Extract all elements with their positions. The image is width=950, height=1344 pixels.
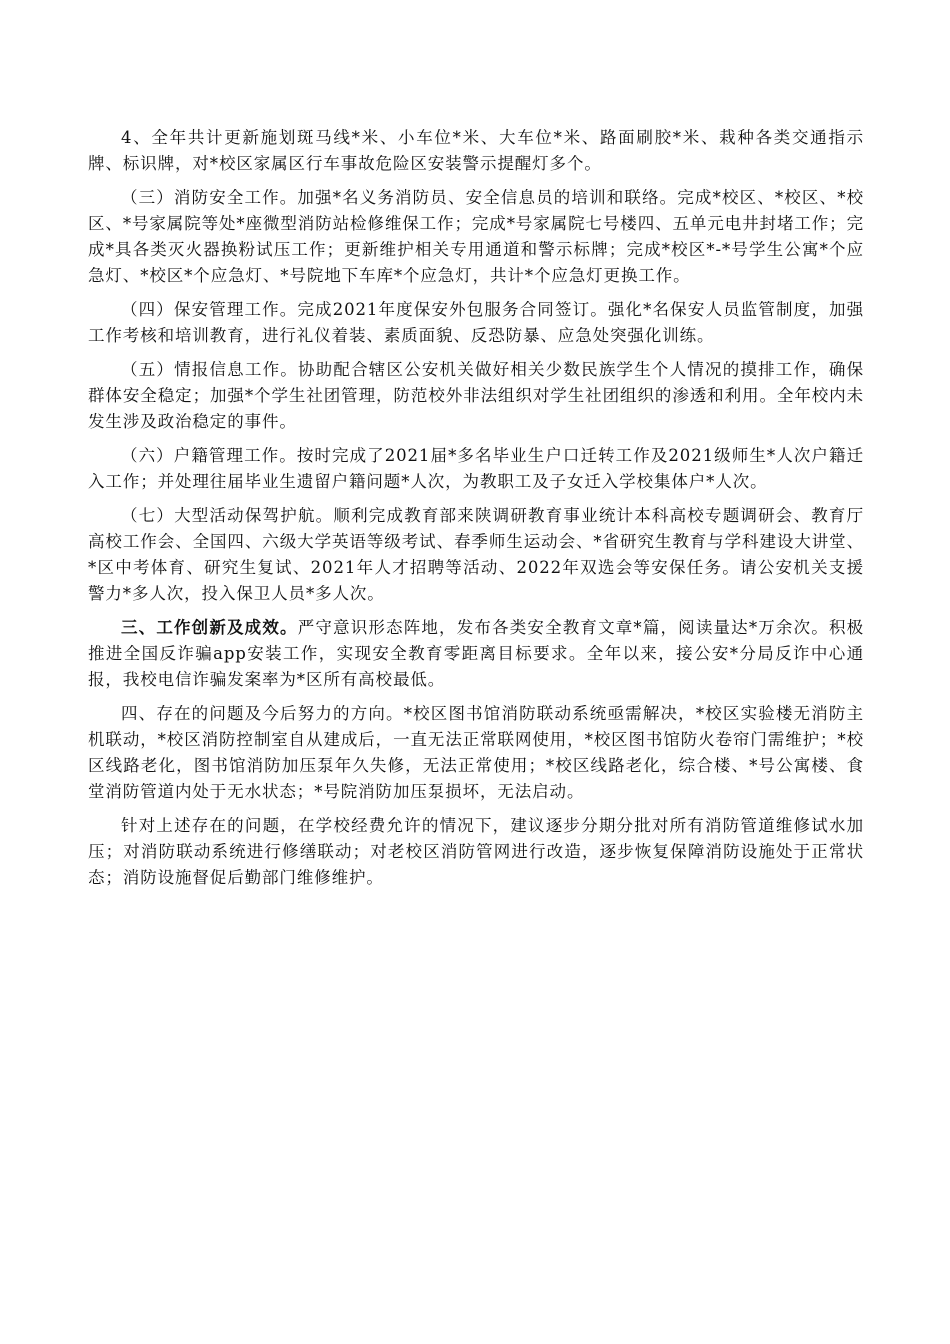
paragraph-suggestions bbox=[88, 813, 864, 891]
section-heading: 三、工作创新及成效。 bbox=[121, 618, 298, 637]
document-body bbox=[88, 125, 864, 891]
paragraph-event-security bbox=[88, 503, 864, 607]
paragraph-traffic-markings bbox=[88, 125, 864, 177]
paragraph-text: 严守意识形态阵地，发布各类安全教育文章*篇，阅读量达*万余次。积极推进全国反诈骗app安装工作，实现安全教育零距离目标要求。全年以来，接公安*分局反诈中心通报，我校电信诈骗发案率为*区所有高校最低。 bbox=[88, 618, 865, 689]
paragraph-text: 4、全年共计更新施划斑马线*米、小车位*米、大车位*米、路面刷胶*米、栽种各类交通指示牌、标识牌，对*校区家属区行车事故危险区安装警示提醒灯多个。 bbox=[88, 128, 864, 173]
paragraph-text: （三）消防安全工作。加强*名义务消防员、安全信息员的培训和联络。完成*校区、*校区、*校区、*号家属院等处*座微型消防站检修维保工作；完成*号家属院七号楼四、五单元电井封堵工作；完成*具各类灭火器换粉试压工作；更新维护相关专用通道和警示标牌；完成*校区*-*号学生公寓*个应急灯、*校区*个应急灯、*号院地下车库*个应急灯，共计*个应急灯更换工作。 bbox=[88, 188, 864, 285]
paragraph-text: （五）情报信息工作。协助配合辖区公安机关做好相关少数民族学生个人情况的摸排工作，确保群体安全稳定；加强*个学生社团管理，防范校外非法组织对学生社团组织的渗透和利用。全年校内未发生涉及政治稳定的事件。 bbox=[88, 360, 864, 431]
paragraph-innovation bbox=[88, 615, 864, 693]
paragraph-problems bbox=[88, 701, 864, 805]
paragraph-household-registration bbox=[88, 443, 864, 495]
paragraph-security-guard bbox=[88, 297, 864, 349]
paragraph-text: 四、存在的问题及今后努力的方向。*校区图书馆消防联动系统亟需解决，*校区实验楼无消防主机联动，*校区消防控制室自从建成后，一直无法正常联网使用，*校区图书馆防火卷帘门需维护；*校区线路老化，图书馆消防加压泵年久失修，无法正常使用；*校区线路老化，综合楼、*号公寓楼、食堂消防管道内处于无水状态；*号院消防加压泵损坏，无法启动。 bbox=[88, 704, 864, 801]
paragraph-text: （七）大型活动保驾护航。顺利完成教育部来陕调研教育事业统计本科高校专题调研会、教育厅高校工作会、全国四、六级大学英语等级考试、春季师生运动会、*省研究生教育与学科建设大讲堂、*区中考体育、研究生复试、2021年人才招聘等活动、2022年双选会等安保任务。请公安机关支援警力*多人次，投入保卫人员*多人次。 bbox=[88, 506, 864, 603]
paragraph-text: （四）保安管理工作。完成2021年度保安外包服务合同签订。强化*名保安人员监管制度，加强工作考核和培训教育，进行礼仪着装、素质面貌、反恐防暴、应急处突强化训练。 bbox=[88, 300, 864, 345]
paragraph-text: 针对上述存在的问题，在学校经费允许的情况下，建议逐步分期分批对所有消防管道维修试水加压；对消防联动系统进行修缮联动；对老校区消防管网进行改造，逐步恢复保障消防设施处于正常状态；消防设施督促后勤部门维修维护。 bbox=[88, 816, 864, 887]
paragraph-fire-safety bbox=[88, 185, 864, 289]
paragraph-text: （六）户籍管理工作。按时完成了2021届*多名毕业生户口迁转工作及2021级师生*人次户籍迁入工作；并处理往届毕业生遗留户籍问题*人次，为教职工及子女迁入学校集体户*人次。 bbox=[88, 446, 864, 491]
paragraph-intelligence bbox=[88, 357, 864, 435]
